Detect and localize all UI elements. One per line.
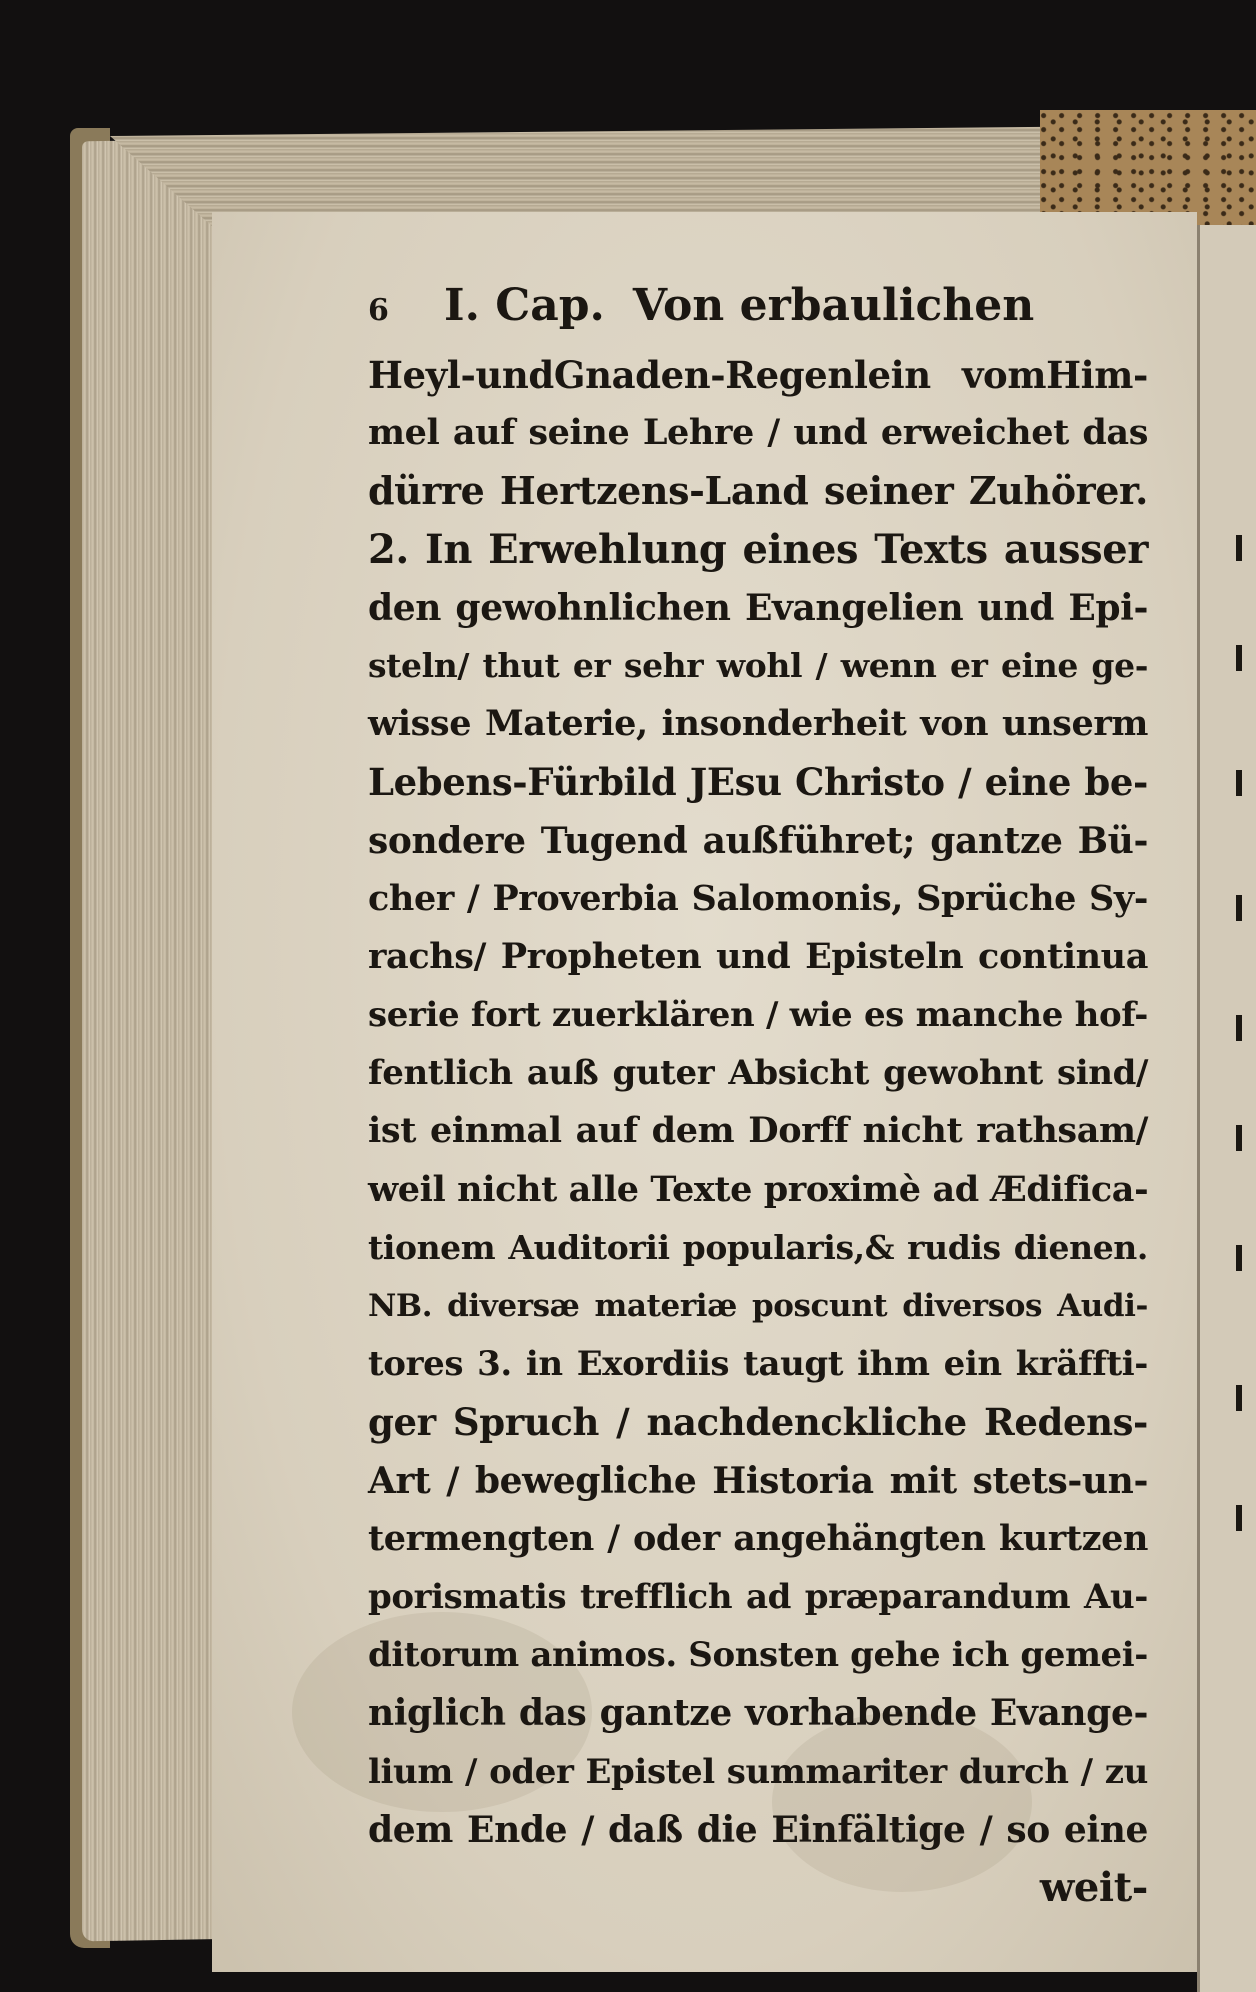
- text-line: Heyl-undGnaden-Regenlein vomHim-: [368, 353, 1148, 397]
- text-line: dürre Hertzens-Land seiner Zuhörer.: [368, 468, 1148, 514]
- ink-mark: [1236, 1015, 1242, 1041]
- text-line: steln/ thut er sehr wohl / wenn er eine ge-: [368, 645, 1148, 685]
- text-line: fentlich auß guter Absicht gewohnt sind/: [368, 1053, 1148, 1094]
- text-line: termengten / oder angehängten kurtzen: [368, 1517, 1148, 1559]
- ink-mark: [1236, 535, 1242, 561]
- text-line: Art / bewegliche Historia mit stets-un-: [368, 1459, 1148, 1502]
- page-text: [368, 280, 1148, 1917]
- text-line: dem Ende / daß die Einfältige / so eine: [368, 1808, 1148, 1851]
- text-line: rachs/ Propheten und Episteln continua: [368, 935, 1148, 977]
- text-line: tores 3. in Exordiis taugt ihm ein kräffti-: [368, 1344, 1148, 1385]
- ink-mark: [1236, 770, 1242, 796]
- ink-mark: [1236, 645, 1242, 671]
- text-line: wisse Materie, insonderheit von unserm: [368, 703, 1148, 745]
- text-line: ger Spruch / nachdenckliche Redens-: [368, 1400, 1148, 1445]
- ink-mark: [1236, 1125, 1242, 1151]
- running-title: Von erbaulichen: [632, 280, 1035, 331]
- text-line: ditorum animos. Sonsten gehe ich gemei-: [368, 1635, 1148, 1676]
- page-number: 6: [368, 293, 389, 328]
- ink-mark: [1236, 1245, 1242, 1271]
- ink-mark: [1236, 895, 1242, 921]
- text-line: serie fort zuerklären / wie es manche hof-: [368, 995, 1148, 1036]
- text-line: tionem Auditorii popularis,& rudis dienen.: [368, 1227, 1148, 1267]
- text-line: mel auf seine Lehre / und erweichet das: [368, 412, 1148, 454]
- chapter-label: I. Cap.: [444, 280, 605, 331]
- text-line: ist einmal auf dem Dorff nicht rathsam/: [368, 1110, 1148, 1152]
- running-header: [368, 280, 1148, 346]
- ink-mark: [1236, 1505, 1242, 1531]
- text-line: Lebens-Fürbild JEsu Christo / eine be-: [368, 760, 1148, 805]
- ink-mark: [1236, 1385, 1242, 1411]
- text-line: den gewohnlichen Evangelien und Epi-: [368, 586, 1148, 629]
- catchword: weit-: [1039, 1863, 1148, 1911]
- text-line: weil nicht alle Texte proximè ad Ædifica-: [368, 1168, 1149, 1210]
- text-line: NB. diversæ materiæ poscunt diversos Audi-: [368, 1288, 1148, 1324]
- text-line: porismatis trefflich ad præparandum Au-: [368, 1576, 1148, 1617]
- text-line: cher / Proverbia Salomonis, Sprüche Sy-: [368, 877, 1148, 919]
- text-line: 2. In Erwehlung eines Texts ausser: [368, 525, 1148, 573]
- facing-page-sliver: [1197, 225, 1256, 1992]
- text-line: niglich das gantze vorhabende Evange-: [368, 1692, 1148, 1735]
- text-line: sondere Tugend außführet; gantze Bü-: [368, 819, 1148, 862]
- text-line: lium / oder Epistel summariter durch / zu: [368, 1751, 1148, 1792]
